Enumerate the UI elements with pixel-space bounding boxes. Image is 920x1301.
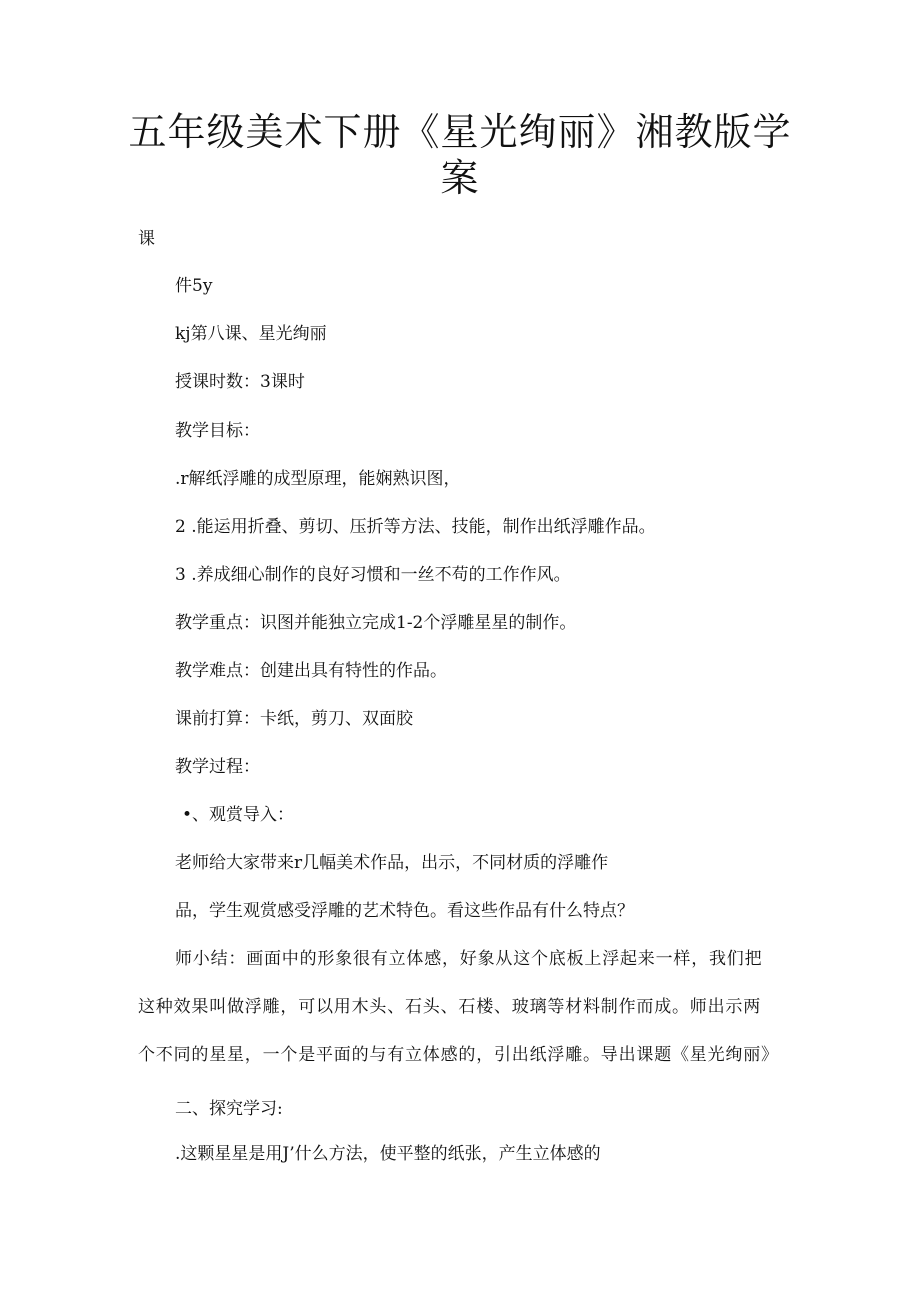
text-line-summary-2: 这种效果叫做浮雕，可以用木头、石头、石楼、玻璃等材料制作而成。师出示两 — [138, 997, 761, 1017]
text-line-goal-2: 2 .能运用折叠、剪切、压折等方法、技能，制作出纸浮雕作品。 — [175, 517, 656, 537]
text-line-section-1-heading: •、观赏导入： — [182, 805, 295, 825]
text-line-goal-1: .r解纸浮雕的成型原理，能娴熟识图， — [175, 469, 461, 489]
text-line-class-hours: 授课时数：3课时 — [175, 372, 305, 392]
text-line-paragraph-1b: 品，学生观赏感受浮雕的艺术特色。看这些作品有什么特点？ — [175, 901, 634, 921]
document-title-line-1: 五年级美术下册《星光绚丽》湘教版学 — [128, 110, 792, 154]
document-title-line-2: 案 — [440, 156, 480, 200]
text-line-difficulty: 教学难点：创建出具有特性的作品。 — [175, 661, 447, 681]
text-line-course: 课 — [138, 229, 155, 249]
text-line-key-point: 教学重点：识图并能独立完成1-2个浮雕星星的制作。 — [175, 613, 577, 633]
text-line-goal-3: 3 .养成细心制作的良好习惯和一丝不苟的工作作风。 — [175, 565, 571, 585]
text-line-goals-heading: 教学目标： — [175, 421, 260, 441]
text-line-question: .这颗星星是用J’什么方法，使平整的纸张，产生立体感的 — [175, 1144, 601, 1164]
text-line-paragraph-1a: 老师给大家带来r几幅美术作品，出示，不同材质的浮雕作 — [175, 853, 609, 873]
text-line-process-heading: 教学过程： — [175, 757, 260, 777]
text-line-summary-1: 师小结：画面中的形象很有立体感，好象从这个底板上浮起来一样，我们把 — [175, 949, 763, 969]
text-line-courseware: 件5y — [175, 276, 213, 296]
text-line-summary-3: 个不同的星星，一个是平面的与有立体感的，引出纸浮雕。导出课题《星光绚丽》 — [138, 1045, 779, 1065]
text-line-lesson-title: kj第八课、星光绚丽 — [175, 324, 327, 344]
text-line-section-2-heading: 二、探究学习: — [175, 1099, 283, 1119]
text-line-preparation: 课前打算：卡纸，剪刀、双面胶 — [175, 709, 413, 729]
